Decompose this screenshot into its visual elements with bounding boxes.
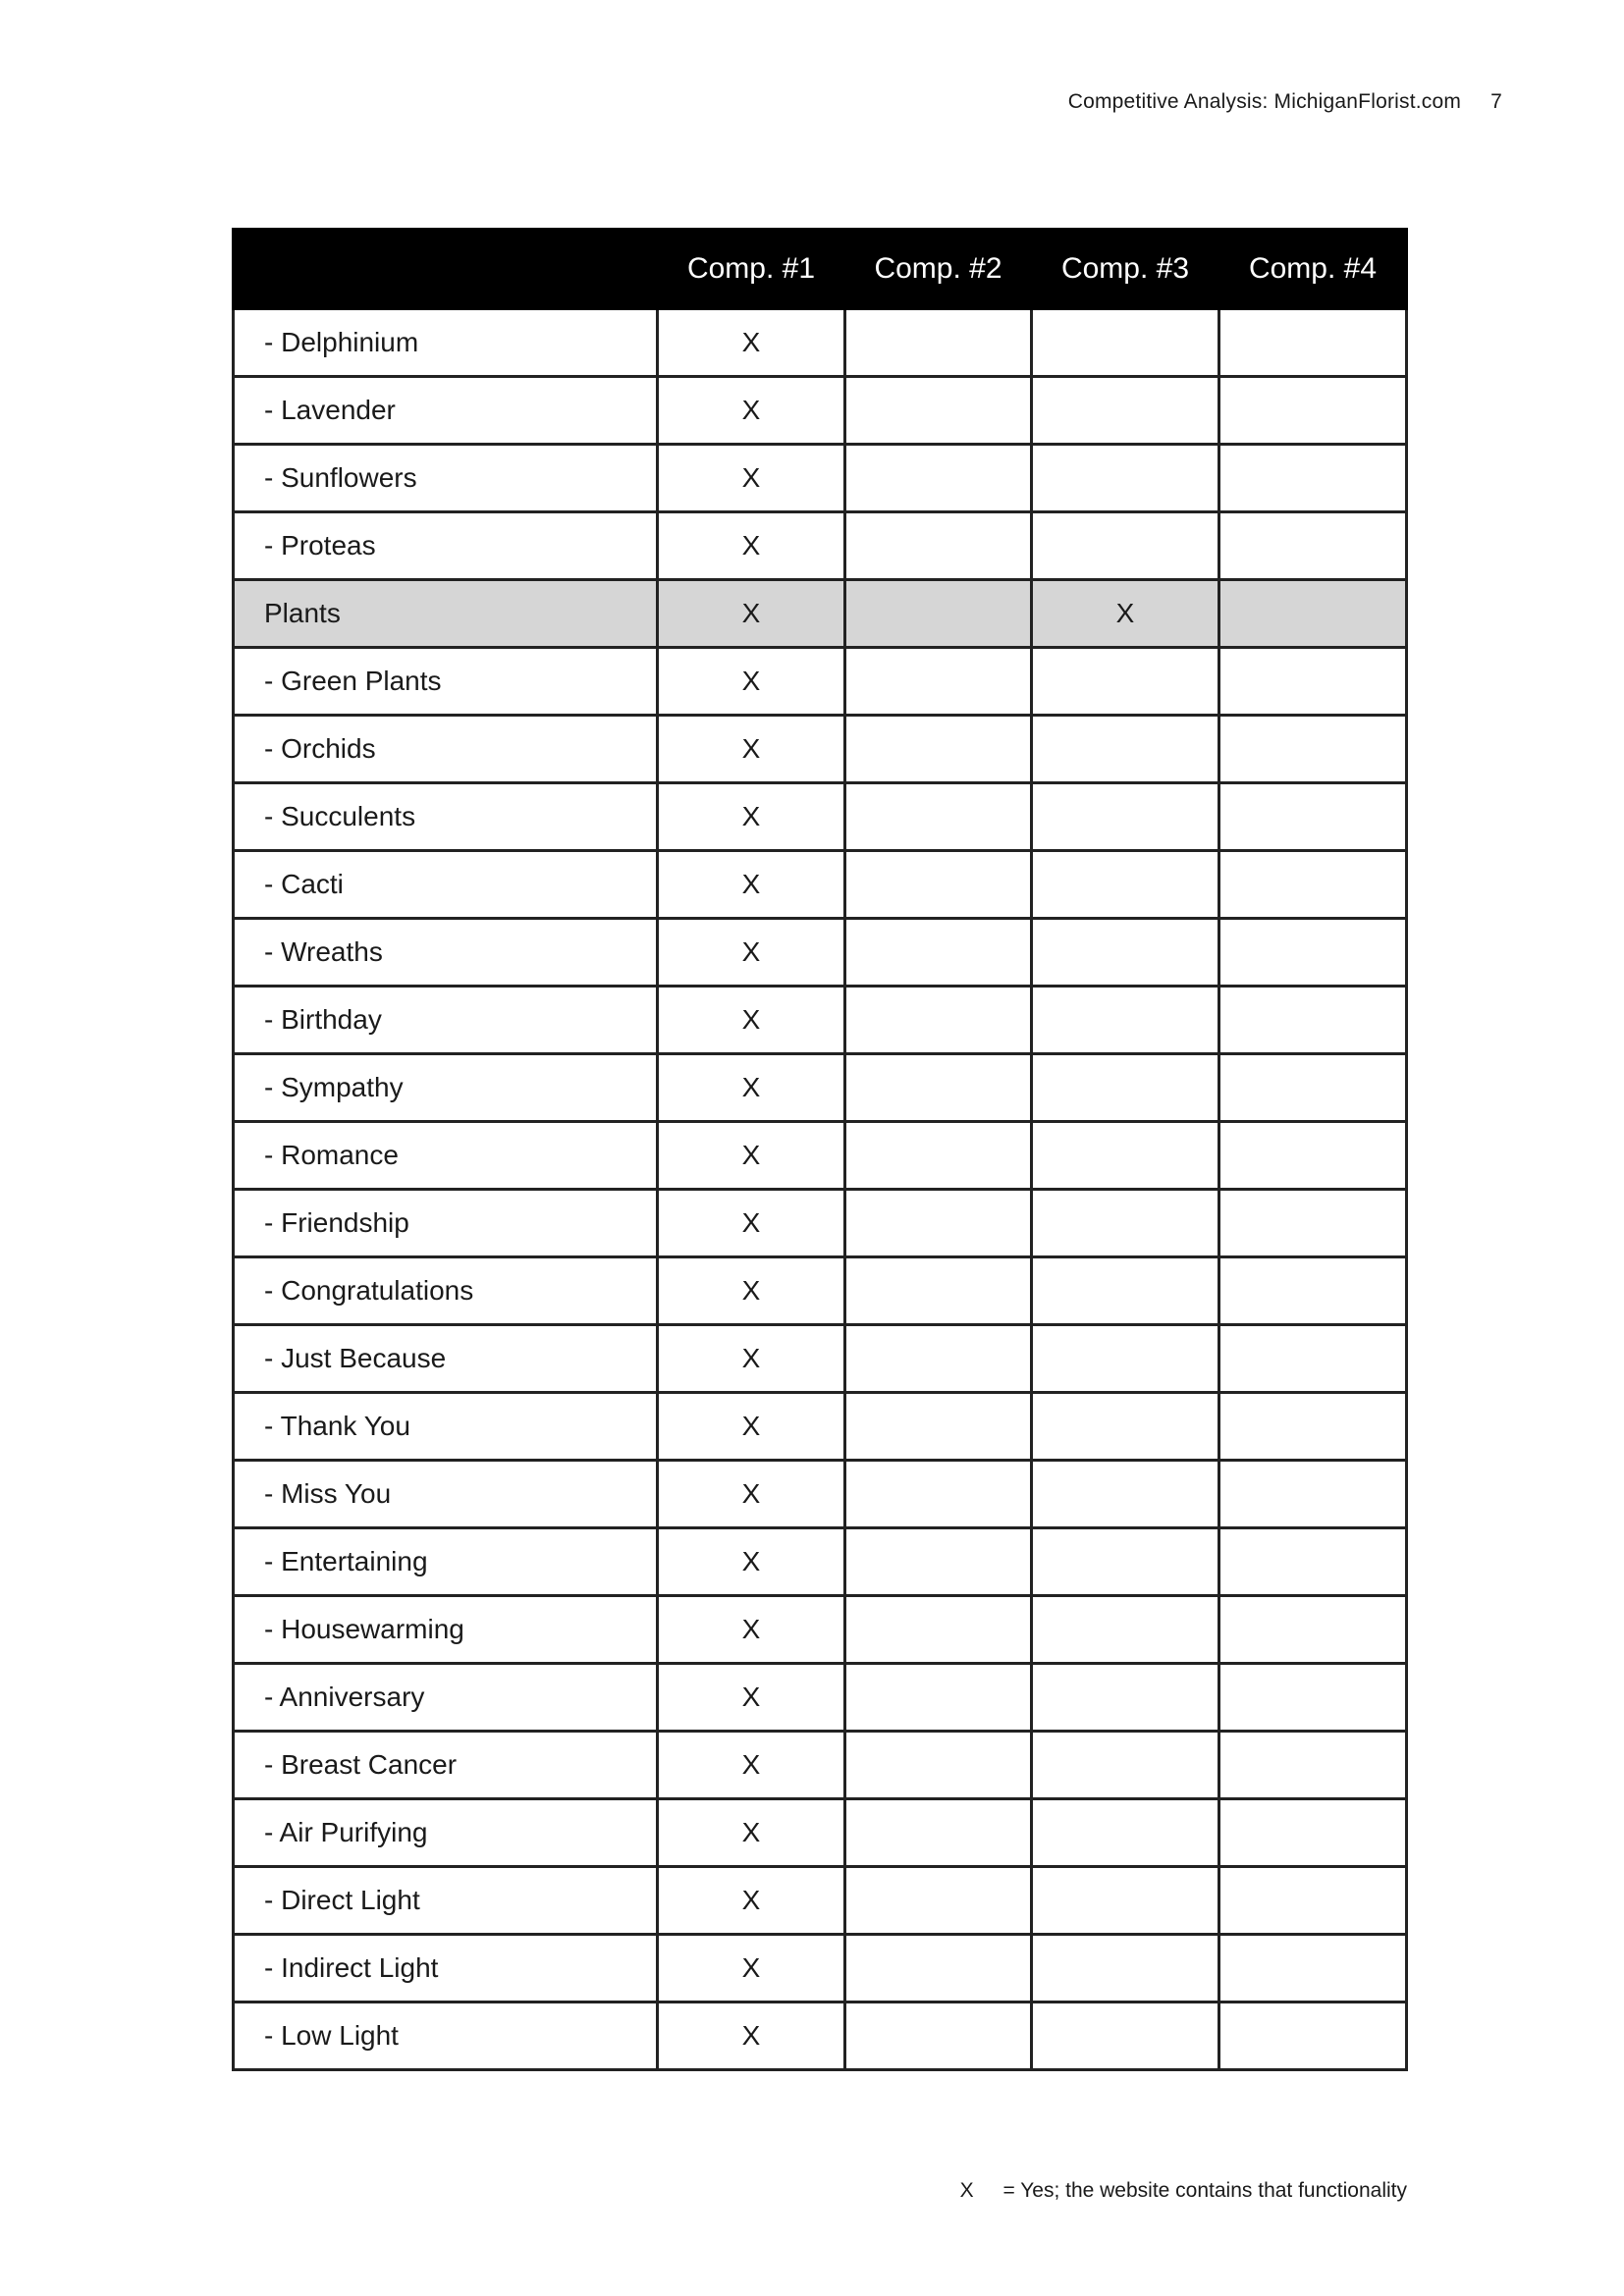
comp-3-cell	[1032, 1461, 1219, 1528]
comp-3-cell	[1032, 1325, 1219, 1393]
table-row	[234, 1393, 1407, 1461]
comp-1-cell: X	[658, 377, 845, 445]
comp-4-cell	[1219, 1867, 1407, 1935]
comp-2-cell	[845, 1190, 1032, 1257]
comp-1-cell: X	[658, 1935, 845, 2002]
table-row	[234, 716, 1407, 783]
table-row	[234, 919, 1407, 987]
comp-1-cell: X	[658, 1528, 845, 1596]
comp-4-cell	[1219, 1122, 1407, 1190]
row-label: - Orchids	[234, 716, 658, 783]
comp-4-cell	[1219, 648, 1407, 716]
comp-1-cell: X	[658, 851, 845, 919]
comp-1-cell: X	[658, 1325, 845, 1393]
table-row	[234, 1054, 1407, 1122]
comp-2-cell	[845, 1596, 1032, 1664]
comp-3-cell	[1032, 1799, 1219, 1867]
comp-4-cell	[1219, 783, 1407, 851]
comp-1-cell: X	[658, 580, 845, 648]
comp-4-cell	[1219, 1935, 1407, 2002]
column-header-comp-3: Comp. #3	[1032, 230, 1219, 309]
comp-2-cell	[845, 1325, 1032, 1393]
table-body	[234, 309, 1407, 2070]
comp-4-cell	[1219, 1664, 1407, 1732]
comp-2-cell	[845, 1393, 1032, 1461]
table-row	[234, 1461, 1407, 1528]
comp-1-cell: X	[658, 1190, 845, 1257]
row-label: - Air Purifying	[234, 1799, 658, 1867]
comp-3-cell	[1032, 987, 1219, 1054]
comp-3-cell	[1032, 1596, 1219, 1664]
table-header-row	[234, 230, 1407, 309]
comp-1-cell: X	[658, 1732, 845, 1799]
comp-2-cell	[845, 1122, 1032, 1190]
comp-3-cell	[1032, 1867, 1219, 1935]
category-row	[234, 580, 1407, 648]
comp-1-cell: X	[658, 919, 845, 987]
row-label: - Wreaths	[234, 919, 658, 987]
comp-1-cell: X	[658, 1867, 845, 1935]
comp-4-cell	[1219, 1393, 1407, 1461]
row-label: - Entertaining	[234, 1528, 658, 1596]
table-row	[234, 2002, 1407, 2070]
row-label: - Direct Light	[234, 1867, 658, 1935]
table-row	[234, 1325, 1407, 1393]
comp-4-cell	[1219, 445, 1407, 512]
comp-4-cell	[1219, 1054, 1407, 1122]
comp-2-cell	[845, 1528, 1032, 1596]
comp-4-cell	[1219, 1257, 1407, 1325]
table-row	[234, 1935, 1407, 2002]
comp-3-cell	[1032, 1528, 1219, 1596]
column-header-comp-1: Comp. #1	[658, 230, 845, 309]
table-row	[234, 512, 1407, 580]
comp-3-cell	[1032, 445, 1219, 512]
page-number: 7	[1490, 90, 1502, 113]
comp-3-cell	[1032, 1257, 1219, 1325]
comp-2-cell	[845, 919, 1032, 987]
comp-3-cell	[1032, 1935, 1219, 2002]
row-label: - Breast Cancer	[234, 1732, 658, 1799]
comp-1-cell: X	[658, 1393, 845, 1461]
row-label: - Friendship	[234, 1190, 658, 1257]
column-header-feature	[234, 230, 658, 309]
comp-3-cell	[1032, 377, 1219, 445]
row-label: - Proteas	[234, 512, 658, 580]
comp-1-cell: X	[658, 1122, 845, 1190]
comp-2-cell	[845, 783, 1032, 851]
comp-4-cell	[1219, 377, 1407, 445]
comp-2-cell	[845, 1732, 1032, 1799]
comp-2-cell	[845, 580, 1032, 648]
comp-3-cell	[1032, 1393, 1219, 1461]
comp-3-cell	[1032, 1190, 1219, 1257]
comp-4-cell	[1219, 1799, 1407, 1867]
row-label: - Thank You	[234, 1393, 658, 1461]
comp-2-cell	[845, 1664, 1032, 1732]
comp-1-cell: X	[658, 1257, 845, 1325]
comp-4-cell	[1219, 580, 1407, 648]
page-header	[1068, 90, 1502, 114]
table-row	[234, 851, 1407, 919]
table-row	[234, 1867, 1407, 1935]
column-header-comp-2: Comp. #2	[845, 230, 1032, 309]
row-label: - Low Light	[234, 2002, 658, 2070]
row-label: - Sympathy	[234, 1054, 658, 1122]
comp-3-cell	[1032, 716, 1219, 783]
comp-4-cell	[1219, 1596, 1407, 1664]
comp-2-cell	[845, 1054, 1032, 1122]
comp-4-cell	[1219, 716, 1407, 783]
comp-3-cell	[1032, 648, 1219, 716]
row-label: - Housewarming	[234, 1596, 658, 1664]
legend-text: = Yes; the website contains that functionality	[1002, 2179, 1407, 2202]
table-row	[234, 1528, 1407, 1596]
table-row	[234, 1596, 1407, 1664]
comp-2-cell	[845, 1461, 1032, 1528]
comp-2-cell	[845, 512, 1032, 580]
comp-4-cell	[1219, 1528, 1407, 1596]
comp-1-cell: X	[658, 987, 845, 1054]
comp-4-cell	[1219, 851, 1407, 919]
comp-3-cell	[1032, 1122, 1219, 1190]
comp-2-cell	[845, 851, 1032, 919]
row-label: - Lavender	[234, 377, 658, 445]
table-row	[234, 783, 1407, 851]
comp-3-cell	[1032, 1732, 1219, 1799]
comp-3-cell	[1032, 919, 1219, 987]
table-row	[234, 377, 1407, 445]
comp-3-cell	[1032, 512, 1219, 580]
comp-2-cell	[845, 987, 1032, 1054]
row-label: - Cacti	[234, 851, 658, 919]
comp-4-cell	[1219, 1325, 1407, 1393]
comp-4-cell	[1219, 309, 1407, 377]
comp-3-cell	[1032, 1664, 1219, 1732]
comp-3-cell	[1032, 309, 1219, 377]
comp-4-cell	[1219, 919, 1407, 987]
table-row	[234, 1257, 1407, 1325]
comp-4-cell	[1219, 987, 1407, 1054]
table-row	[234, 445, 1407, 512]
comp-1-cell: X	[658, 1664, 845, 1732]
comp-1-cell: X	[658, 1054, 845, 1122]
competitive-analysis-table	[232, 228, 1408, 2071]
comp-4-cell	[1219, 1190, 1407, 1257]
comp-1-cell: X	[658, 648, 845, 716]
comp-2-cell	[845, 716, 1032, 783]
comp-4-cell	[1219, 1461, 1407, 1528]
row-label: - Miss You	[234, 1461, 658, 1528]
table-row	[234, 1732, 1407, 1799]
comp-2-cell	[845, 309, 1032, 377]
comp-3-cell	[1032, 783, 1219, 851]
comp-1-cell: X	[658, 716, 845, 783]
legend-symbol: X	[959, 2179, 974, 2202]
table-row	[234, 1190, 1407, 1257]
row-label: - Just Because	[234, 1325, 658, 1393]
comp-1-cell: X	[658, 309, 845, 377]
comp-1-cell: X	[658, 2002, 845, 2070]
table-row	[234, 987, 1407, 1054]
comp-3-cell	[1032, 851, 1219, 919]
comp-4-cell	[1219, 2002, 1407, 2070]
comp-2-cell	[845, 377, 1032, 445]
table-row	[234, 1799, 1407, 1867]
column-header-comp-4: Comp. #4	[1219, 230, 1407, 309]
comp-2-cell	[845, 1935, 1032, 2002]
comp-1-cell: X	[658, 1461, 845, 1528]
row-label: - Delphinium	[234, 309, 658, 377]
row-label: - Sunflowers	[234, 445, 658, 512]
comp-2-cell	[845, 648, 1032, 716]
table-row	[234, 1122, 1407, 1190]
comp-3-cell	[1032, 1054, 1219, 1122]
comp-2-cell	[845, 2002, 1032, 2070]
row-label: - Succulents	[234, 783, 658, 851]
row-label: - Birthday	[234, 987, 658, 1054]
comp-1-cell: X	[658, 445, 845, 512]
row-label: - Romance	[234, 1122, 658, 1190]
row-label: - Congratulations	[234, 1257, 658, 1325]
comp-1-cell: X	[658, 1596, 845, 1664]
row-label: Plants	[234, 580, 658, 648]
comp-4-cell	[1219, 512, 1407, 580]
comp-1-cell: X	[658, 783, 845, 851]
comp-2-cell	[845, 1799, 1032, 1867]
comp-3-cell	[1032, 2002, 1219, 2070]
comp-1-cell: X	[658, 512, 845, 580]
table-row	[234, 1664, 1407, 1732]
row-label: - Indirect Light	[234, 1935, 658, 2002]
table-row	[234, 309, 1407, 377]
comp-3-cell: X	[1032, 580, 1219, 648]
legend	[960, 2179, 1407, 2203]
document-title: Competitive Analysis: MichiganFlorist.com	[1067, 90, 1462, 113]
table-header	[234, 230, 1407, 309]
comp-2-cell	[845, 1867, 1032, 1935]
comp-2-cell	[845, 445, 1032, 512]
table-row	[234, 648, 1407, 716]
comp-4-cell	[1219, 1732, 1407, 1799]
row-label: - Anniversary	[234, 1664, 658, 1732]
comp-1-cell: X	[658, 1799, 845, 1867]
comp-2-cell	[845, 1257, 1032, 1325]
row-label: - Green Plants	[234, 648, 658, 716]
